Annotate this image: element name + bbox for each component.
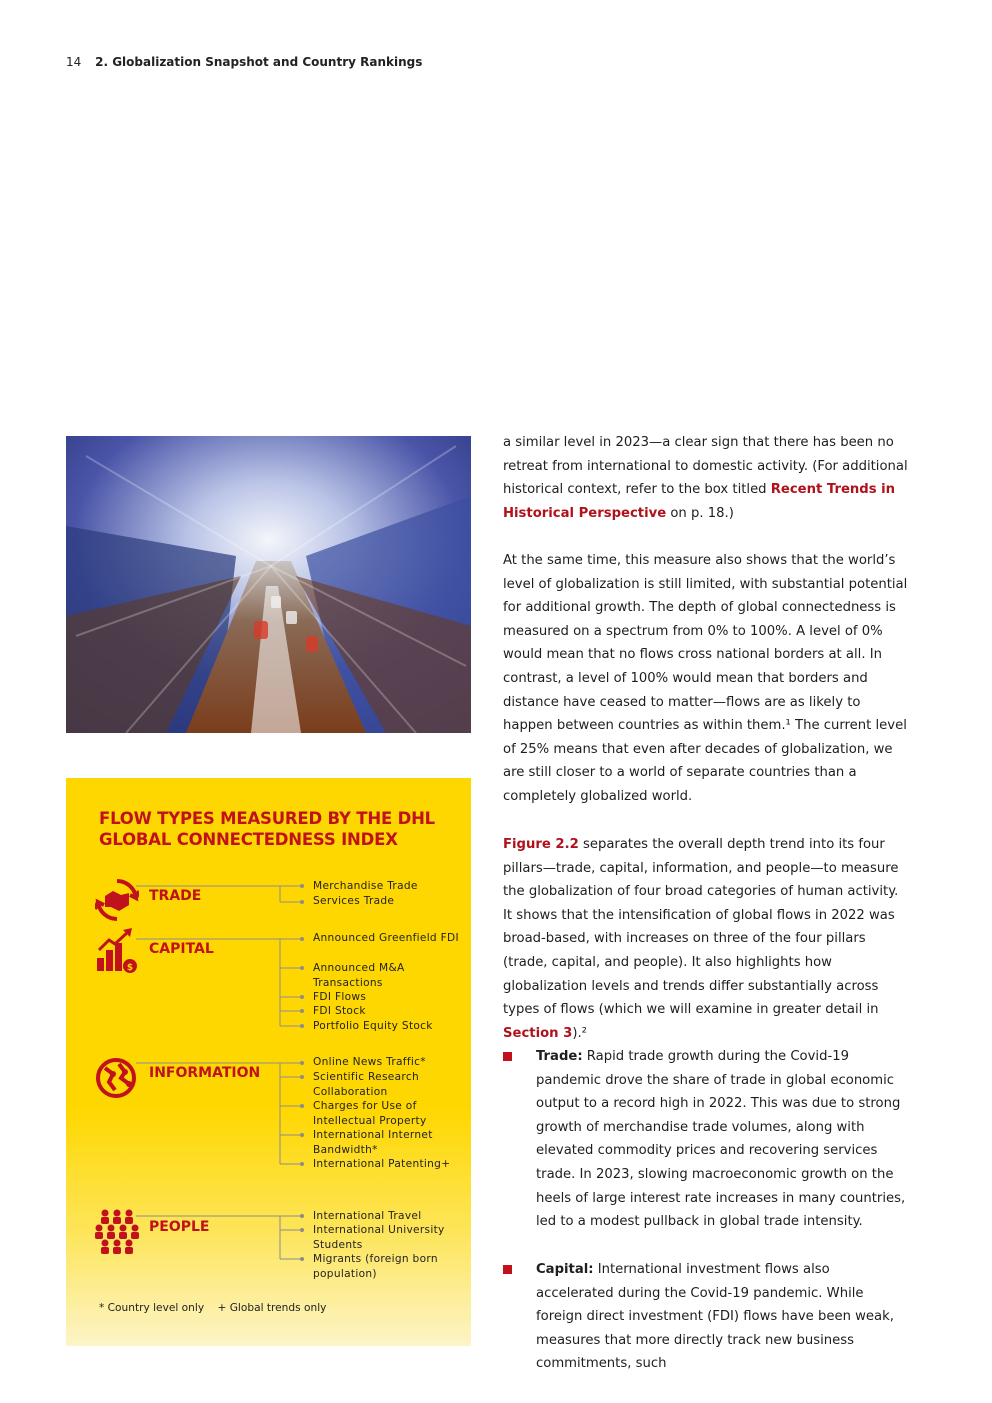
section-3-link[interactable]: Section 3 [503,1025,573,1041]
bullet-marker [503,1265,512,1274]
paragraph-1 [503,431,911,525]
item-people-3: Migrants (foreign born population) [313,1253,438,1280]
item-capital-3: FDI Flows [313,991,367,1003]
city-traffic-photo [66,436,471,733]
item-information-3: Charges for Use of Intellectual Property [313,1100,427,1127]
category-people: PEOPLE [149,1219,210,1235]
paragraph-3-tail: ).² [572,1025,587,1041]
section-title: 2. Globalization Snapshot and Country Rankings [95,55,423,69]
recent-trends-link[interactable]: Recent Trends in Historical Perspective [503,482,896,521]
item-information-4: International Internet Bandwidth* [313,1129,433,1156]
item-information-1: Online News Traffic* [313,1056,426,1068]
bullet-trade-lead: Trade: [536,1049,583,1064]
item-trade-1: Merchandise Trade [313,880,418,892]
bullet-capital-text: International investment flows also accelerated during the Covid-19 pandemic. While foreign direct investment (FDI) flows have been weak, measures that more directly track new business commitments, such [536,1262,894,1372]
page-number: 14 [66,55,82,69]
item-people-2: International University Students [313,1224,445,1251]
svg-text:$: $ [126,963,134,973]
item-capital-4: FDI Stock [313,1005,366,1017]
bullet-capital-lead: Capital: [536,1262,594,1277]
footnote-global-trends: + Global trends only [217,1302,327,1314]
paragraph-1-text: a similar level in 2023—a clear sign that there has been no retreat from international to domestic activity. (For additional historical context, refer to the box titled [503,435,908,498]
item-capital-1: Announced Greenfield FDI [313,932,459,944]
bullet-capital [536,1258,911,1376]
growth-chart-icon [95,928,139,978]
paragraph-2: At the same time, this measure also shows that the world’s level of globalization is still limited, with substantial potential for additional growth. The depth of global connectedness is measured on a spectrum from 0% to 100%. A level of 0% would mean that no flows cross national borders at all. In contrast, a level of 100% would mean that borders and distance have ceased to matter—flows are as likely to happen between countries as within them.¹ The current level of 25% means that even after decades of globalization, we are still closer to a world of separate countries than a completely globalized world. [503,553,908,804]
handshake-cycle-icon [95,878,139,926]
item-trade-2: Services Trade [313,895,395,907]
people-group-icon [95,1208,139,1258]
paragraph-1-tail: on p. 18.) [666,505,734,521]
item-information-5: International Patenting+ [313,1158,451,1170]
category-capital: CAPITAL [149,941,214,957]
box-footnote [99,1302,336,1314]
figure-2-2-link[interactable]: Figure 2.2 [503,837,579,852]
item-capital-5: Portfolio Equity Stock [313,1020,433,1032]
flow-types-box [66,778,471,1346]
box-title: FLOW TYPES MEASURED BY THE DHL GLOBAL CONNECTEDNESS INDEX [99,809,435,849]
paragraph-3-text: separates the overall depth trend into its four pillars—trade, capital, information, and people—to measure the globalization of four broad categories of human activity. It shows that the intensification of global flows in 2022 was broad-based, with increases on three of the four pillars (trade, capital, and people). It also highlights how globalization levels and trends differ substantially across types of flows (which we will examine in greater detail in [503,837,899,1018]
category-trade: TRADE [149,888,202,904]
paragraph-3 [503,833,911,1045]
bullet-trade [536,1045,911,1234]
item-people-1: International Travel [313,1210,422,1222]
category-information: INFORMATION [149,1065,261,1081]
item-capital-2: Announced M&A Transactions [313,962,405,989]
running-header [66,55,422,69]
footnote-country-level: * Country level only [99,1302,205,1314]
bullet-trade-text: Rapid trade growth during the Covid-19 pandemic drove the share of trade in global economic output to a record high in 2022. This was due to strong growth of merchandise trade volumes, along with elevated commodity prices and recovering services trade. In 2023, slowing macroeconomic growth on the heels of large interest rate increases in many countries, led to a modest pullback in global trade intensity. [536,1049,906,1230]
bullet-marker [503,1052,512,1061]
globe-network-icon [95,1056,139,1104]
item-information-2: Scientific Research Collaboration [313,1071,419,1098]
